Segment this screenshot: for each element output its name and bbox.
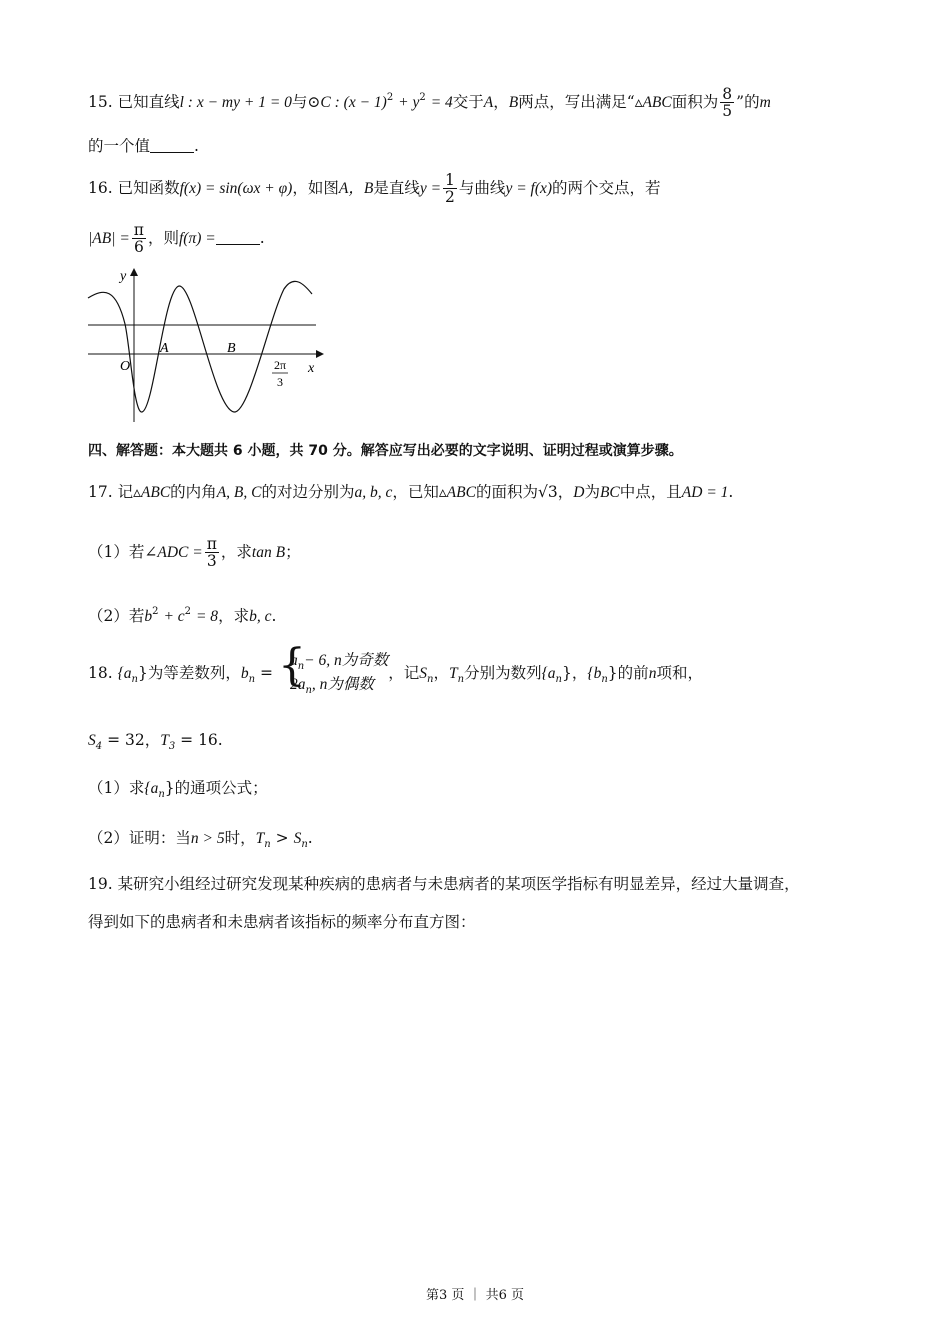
sine-graph [84, 264, 324, 424]
answer-blank [216, 231, 260, 245]
origin-label: O [120, 359, 131, 374]
point-a-label: A [160, 341, 169, 356]
q18-line1: 18. $\{a_n\}$为等差数列，$b_n$ = { $a_n- 6$, n为奇数 $2a_n$, n为偶数 ，记$S_n$，$T_n$分别为数列$\{a_n\}$，$\{b_n\}$的前n项和， [88, 650, 703, 698]
fraction-8-5: $\frac{8}{5}$ [722, 85, 733, 121]
tick-label-num: 2π [273, 358, 287, 372]
q18-conditions: $S_4 = 32$，$T_3 = 16$. [88, 731, 223, 752]
q17-part1: （1）若∠ADC = $\frac{\pi}{3}$ ，求tan B； [88, 535, 301, 571]
fraction-pi-6: $\frac{\pi}{6}$ [133, 221, 144, 257]
q15-line1: 15. 已知直线l : x − my + 1 = 0与⊙C : $(x - 1)^2 + y^2 = 4$交于A，B两点，写出满足“▵ABC面积为 $\frac{8}{5}$ ”的m [88, 85, 771, 121]
q18-part1: （1）求$\{a_n\}$的通项公式； [88, 779, 268, 800]
answer-blank [150, 139, 194, 153]
fraction-1-2: $\frac{1}{2}$ [445, 171, 455, 207]
y-axis-arrow [130, 268, 138, 276]
q17-part2: （2）若$b^2 + c^2 = 8$，求b, c. [88, 606, 277, 625]
page-footer: 第3 页 ｜ 共6 页 [425, 1288, 525, 1303]
q17-line1: 17. 记▵ABC的内角A, B, C的对边分别为a, b, c，已知▵ABC的面积为√3，D为BC中点，且AD = 1. [88, 483, 734, 501]
x-axis-arrow [316, 350, 324, 358]
q19-line1: 19. 某研究小组经过研究发现某种疾病的患病者与未患病者的某项医学指标有明显差异，经过大量调查， [88, 875, 800, 893]
q15-line2: 的一个值 . [88, 137, 199, 155]
q19-line2: 得到如下的患病者和未患病者该指标的频率分布直方图： [88, 913, 476, 931]
tick-label-den: 3 [277, 375, 283, 389]
point-b-label: B [227, 341, 236, 356]
y-label: y [120, 269, 127, 284]
fraction-pi-3: $\frac{\pi}{3}$ [206, 535, 217, 571]
q16-line2: |AB| = $\frac{\pi}{6}$ ，则f(π) = . [88, 221, 265, 257]
q16-line1: 16. 已知函数f(x) = sin(ωx + φ)，如图A，B是直线y = $\frac{1}{2}$ 与曲线y = f(x)的两个交点，若 [88, 171, 661, 207]
piecewise-cases: { $a_n- 6$, n为奇数 $2a_n$, n为偶数 [278, 650, 388, 698]
x-label: x [308, 361, 315, 376]
section-4-heading: 四、解答题：本大题共 6 小题，共 70 分。解答应写出必要的文字说明、证明过程或演算步骤。 [88, 443, 683, 459]
sine-curve [88, 281, 312, 412]
q18-part2: （2）证明：当n > 5时，$T_n > S_n$. [88, 829, 313, 850]
